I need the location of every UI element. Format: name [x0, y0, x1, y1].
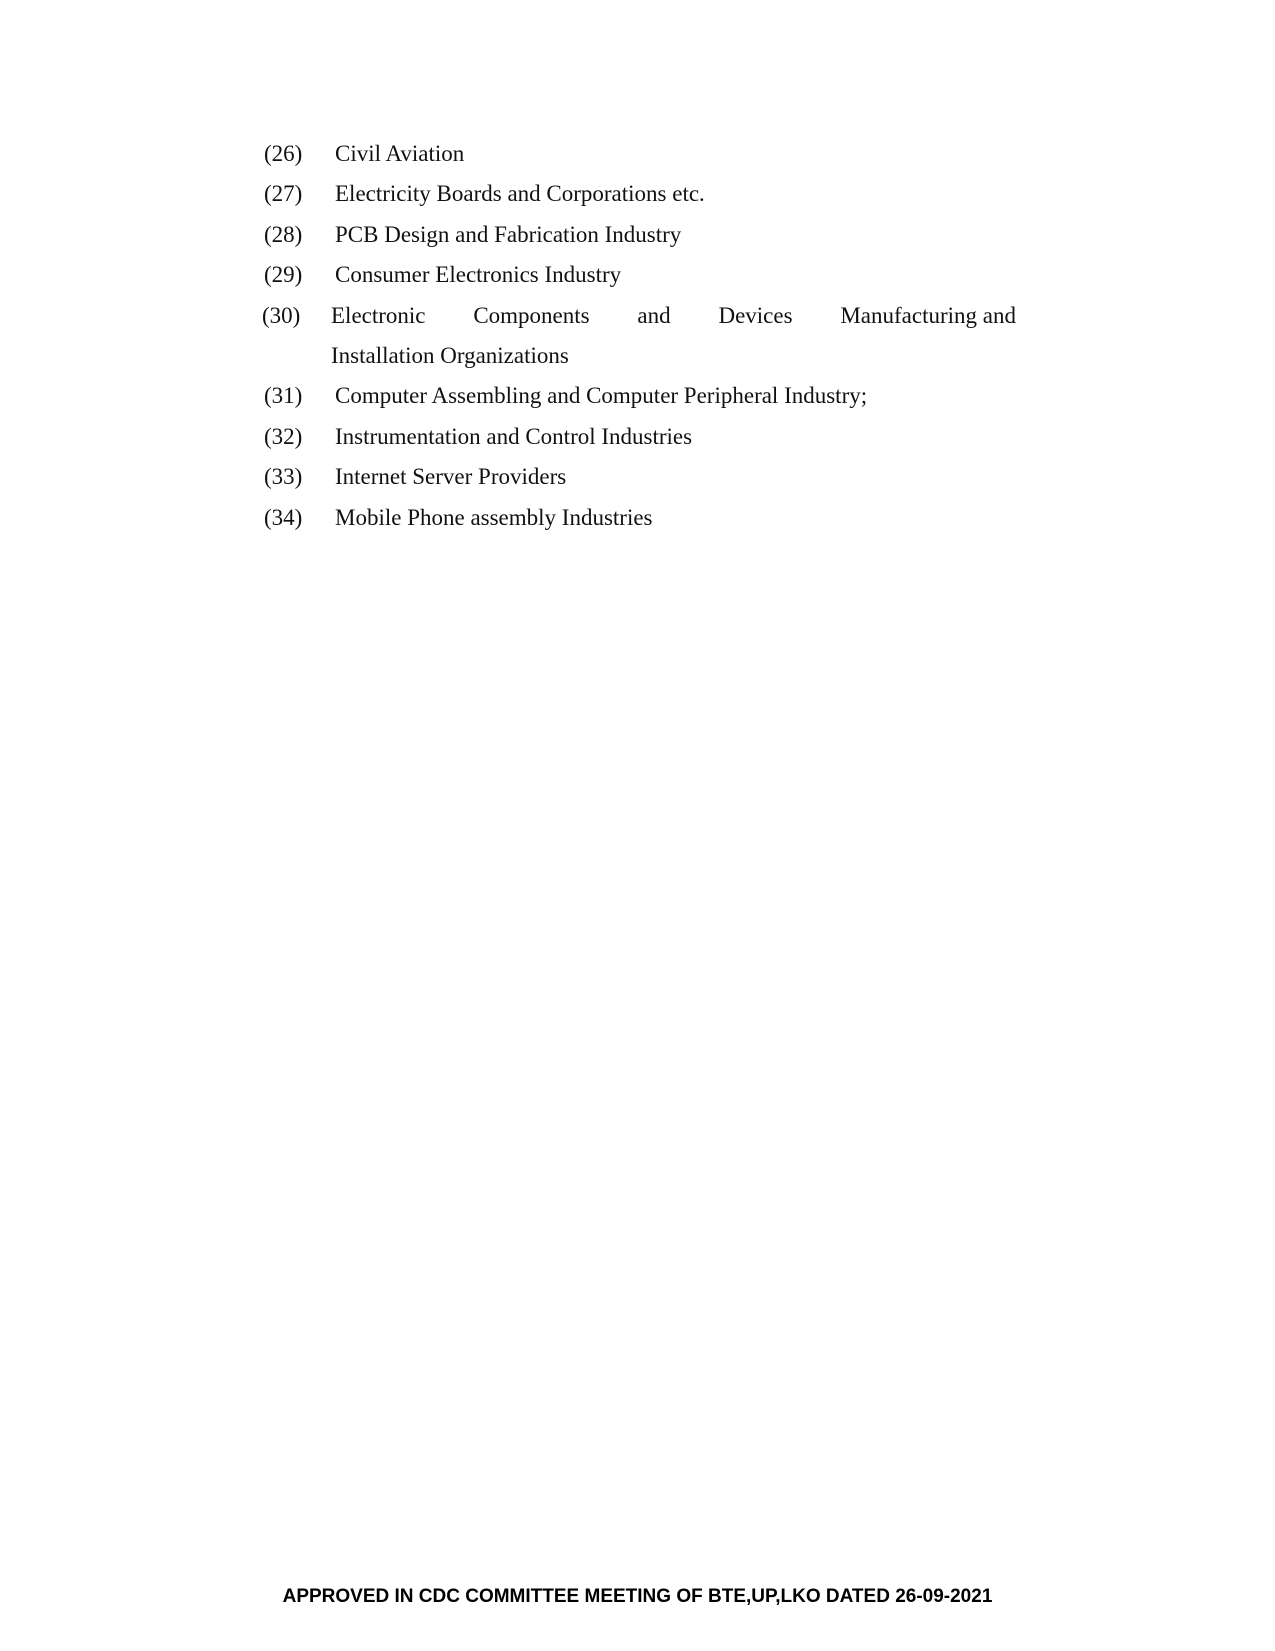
list-item-text: Computer Assembling and Computer Peripheral Industry; [335, 383, 868, 409]
list-item-word: and [637, 302, 671, 328]
list-item [264, 498, 1016, 538]
list-item [264, 417, 1016, 457]
list-item-number: (26) [264, 141, 303, 166]
list-item-continuation: Installation Organizations [331, 343, 569, 369]
list-item-number: (29) [264, 262, 303, 288]
list-item [264, 376, 1016, 416]
list-item-text: PCB Design and Fabrication Industry [335, 221, 682, 247]
list-item-number: (32) [264, 423, 303, 449]
list-item [264, 296, 1016, 377]
industry-list [264, 134, 1016, 538]
list-item-text: Electricity Boards and Corporations etc. [335, 181, 705, 207]
list-item-text: Civil Aviation [335, 141, 465, 166]
list-item-word: Electronic [331, 302, 426, 328]
list-item-justified-line [331, 296, 1016, 336]
list-item-number: (34) [264, 504, 303, 530]
list-item-text [331, 296, 1016, 377]
list-item [264, 457, 1016, 497]
list-item [264, 215, 1016, 255]
list-item-text: Mobile Phone assembly Industries [335, 504, 653, 530]
list-item-number: (27) [264, 181, 303, 207]
list-item [264, 174, 1016, 214]
list-item-word: Manufacturing and [840, 302, 1016, 328]
list-item-number: (33) [264, 464, 303, 490]
list-item-number: (30) [262, 302, 301, 328]
list-item [264, 134, 1016, 174]
list-item-number: (31) [264, 383, 303, 409]
approval-footer: APPROVED IN CDC COMMITTEE MEETING OF BTE,UP,LKO DATED 26-09-2021 [282, 1586, 993, 1607]
list-item-number: (28) [264, 221, 303, 247]
list-item-word: Components [473, 302, 590, 328]
list-item-text: Consumer Electronics Industry [335, 262, 622, 288]
list-item-word: Devices [718, 302, 793, 328]
list-item-text: Instrumentation and Control Industries [335, 423, 693, 449]
list-item [264, 255, 1016, 295]
list-item-text: Internet Server Providers [335, 464, 567, 490]
